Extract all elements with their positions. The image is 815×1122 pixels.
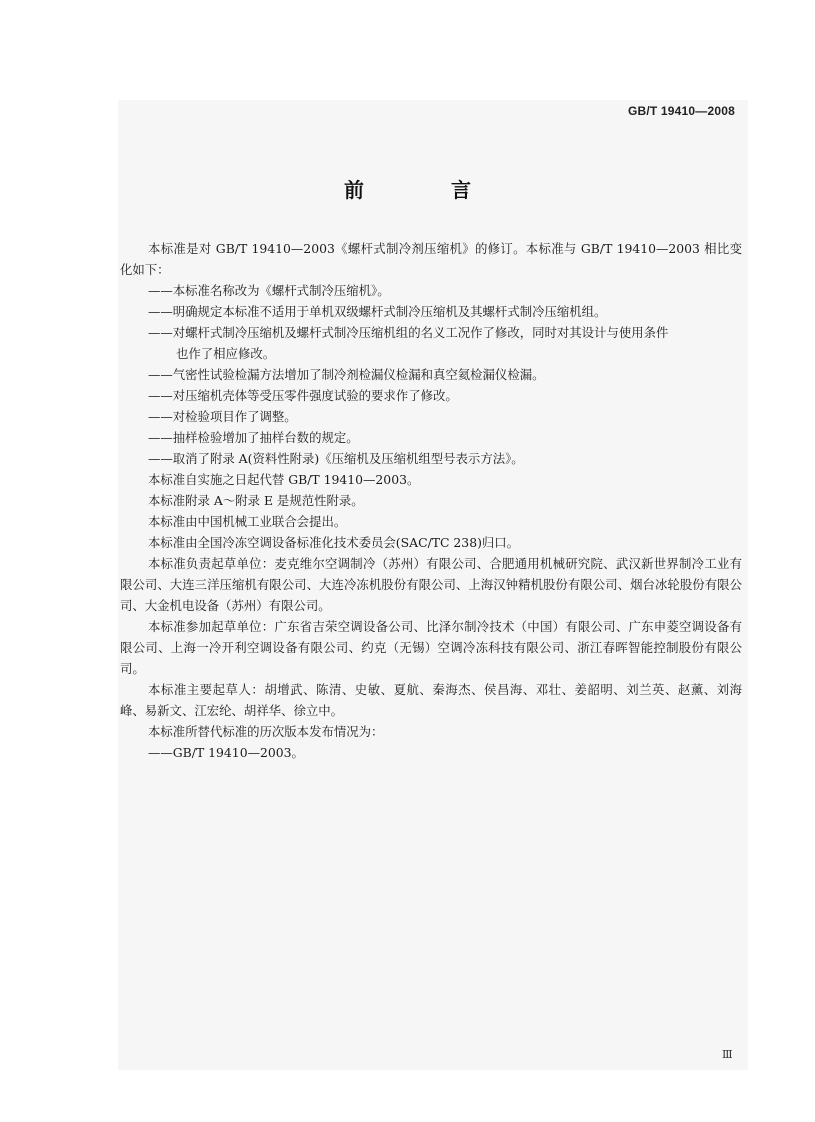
list-item: ——本标准名称改为《螺杆式制冷压缩机》。 [148,283,390,298]
paragraph-intro: 本标准是对 GB/T 19410—2003《螺杆式制冷剂压缩机》的修订。本标准与 GB/T 19410—2003 相比变化如下： [120,241,742,277]
list-item: ——对压缩机壳体等受压零件强度试验的要求作了修改。 [148,388,458,403]
list-item: ——明确规定本标准不适用于单机双级螺杆式制冷压缩机及其螺杆式制冷压缩机组。 [148,304,607,319]
list-item [120,322,742,364]
page-title: 前 言 [344,178,511,202]
paragraph-history: 本标准所替代标准的历次版本发布情况为： [148,724,384,739]
paragraph-participating-drafters: 本标准参加起草单位：广东省吉荣空调设备公司、比泽尔制冷技术（中国）有限公司、广东申菱空调设备有限公司、上海一冷开利空调设备有限公司、约克（无锡）空调冷冻科技有限公司、浙江春晖智能控制股份有限公司。 [120,619,742,676]
list-item: ——气密性试验检漏方法增加了制冷剂检漏仪检漏和真空氦检漏仪检漏。 [148,367,545,382]
paragraph-main-drafters: 本标准主要起草人：胡增武、陈清、史敏、夏航、秦海杰、侯昌海、邓壮、姜韶明、刘兰英、赵薰、刘海峰、易新文、江宏纶、胡祥华、徐立中。 [120,682,742,718]
list-item: ——抽样检验增加了抽样台数的规定。 [148,430,359,445]
paragraph-annex: 本标准附录 A～附录 E 是规范性附录。 [148,493,364,508]
foreword-body [120,238,742,763]
list-item: ——取消了附录 A(资料性附录)《压缩机及压缩机组型号表示方法》。 [148,451,524,466]
list-item-continuation: 也作了相应修改。 [176,346,276,361]
list-item: ——GB/T 19410—2003。 [148,745,304,760]
list-item: ——对检验项目作了调整。 [148,409,297,424]
paragraph-replaces: 本标准自实施之日起代替 GB/T 19410—2003。 [148,472,420,487]
paragraph-lead-drafters: 本标准负责起草单位：麦克维尔空调制冷（苏州）有限公司、合肥通用机械研究院、武汉新世界制冷工业有限公司、大连三洋压缩机有限公司、大连冷冻机股份有限公司、上海汉钟精机股份有限公司、烟台冰轮股份有限公司、大金机电设备（苏州）有限公司。 [120,556,742,613]
paragraph-proposed: 本标准由中国机械工业联合会提出。 [148,514,347,529]
paragraph-committee: 本标准由全国冷冻空调设备标准化技术委员会(SAC/TC 238)归口。 [148,535,520,550]
standard-code: GB/T 19410—2008 [627,104,735,118]
page-number: Ⅲ [722,1048,733,1061]
list-item-text: ——对螺杆式制冷压缩机及螺杆式制冷压缩机组的名义工况作了修改，同时对其设计与使用条件 [148,325,669,340]
